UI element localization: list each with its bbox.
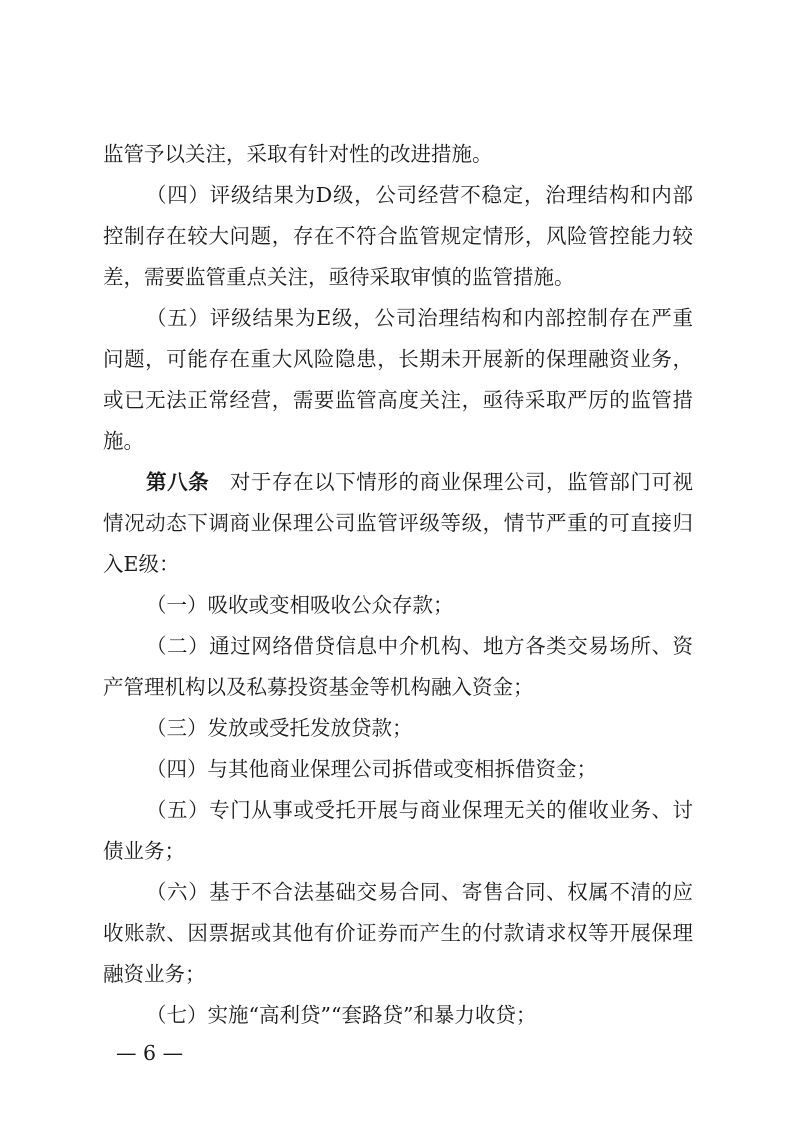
paragraph-line: 情况动态下调商业保理公司监管评级等级，情节严重的可直接归 (103, 511, 693, 535)
paragraph-line: 监管予以关注，采取有针对性的改进措施。 (103, 142, 493, 166)
paragraph-line: 施。 (103, 429, 144, 453)
list-item: （五）专门从事或受托开展与商业保理无关的催收业务、讨 (146, 798, 693, 822)
list-item: （四）与其他商业保理公司拆借或变相拆借资金； (146, 757, 597, 781)
list-item-continuation: 产管理机构以及私募投资基金等机构融入资金； (103, 675, 534, 699)
list-item: （二）通过网络借贷信息中介机构、地方各类交易场所、资 (146, 634, 693, 658)
list-item: （六）基于不合法基础交易合同、寄售合同、权属不清的应 (146, 880, 693, 904)
paragraph-line: 入E级： (103, 552, 180, 576)
paragraph-line: （四）评级结果为D级，公司经营不稳定，治理结构和内部 (146, 183, 693, 207)
paragraph-line: 控制存在较大问题，存在不符合监管规定情形，风险管控能力较 (103, 224, 693, 248)
paragraph-line: 差，需要监管重点关注，亟待采取审慎的监管措施。 (103, 265, 575, 289)
list-item: （三）发放或受托发放贷款； (146, 716, 413, 740)
list-item: （七）实施“高利贷”“套路贷”和暴力收贷； (146, 1003, 537, 1027)
list-item-continuation: 债业务； (103, 839, 185, 863)
paragraph-line: 问题，可能存在重大风险隐患，长期未开展新的保理融资业务， (103, 347, 693, 371)
list-item-continuation: 融资业务； (103, 962, 206, 986)
article-8-first-line (146, 467, 693, 497)
article-text: 对于存在以下情形的商业保理公司，监管部门可视 (229, 470, 694, 494)
paragraph-line: （五）评级结果为E级，公司治理结构和内部控制存在严重 (146, 306, 693, 330)
list-item-continuation: 收账款、因票据或其他有价证券而产生的付款请求权等开展保理 (103, 921, 693, 945)
paragraph-line: 或已无法正常经营，需要监管高度关注，亟待采取严厉的监管措 (103, 388, 693, 412)
article-heading: 第八条 (146, 470, 210, 494)
page-number: — 6 — (116, 1041, 184, 1065)
list-item: （一）吸收或变相吸收公众存款； (146, 593, 454, 617)
